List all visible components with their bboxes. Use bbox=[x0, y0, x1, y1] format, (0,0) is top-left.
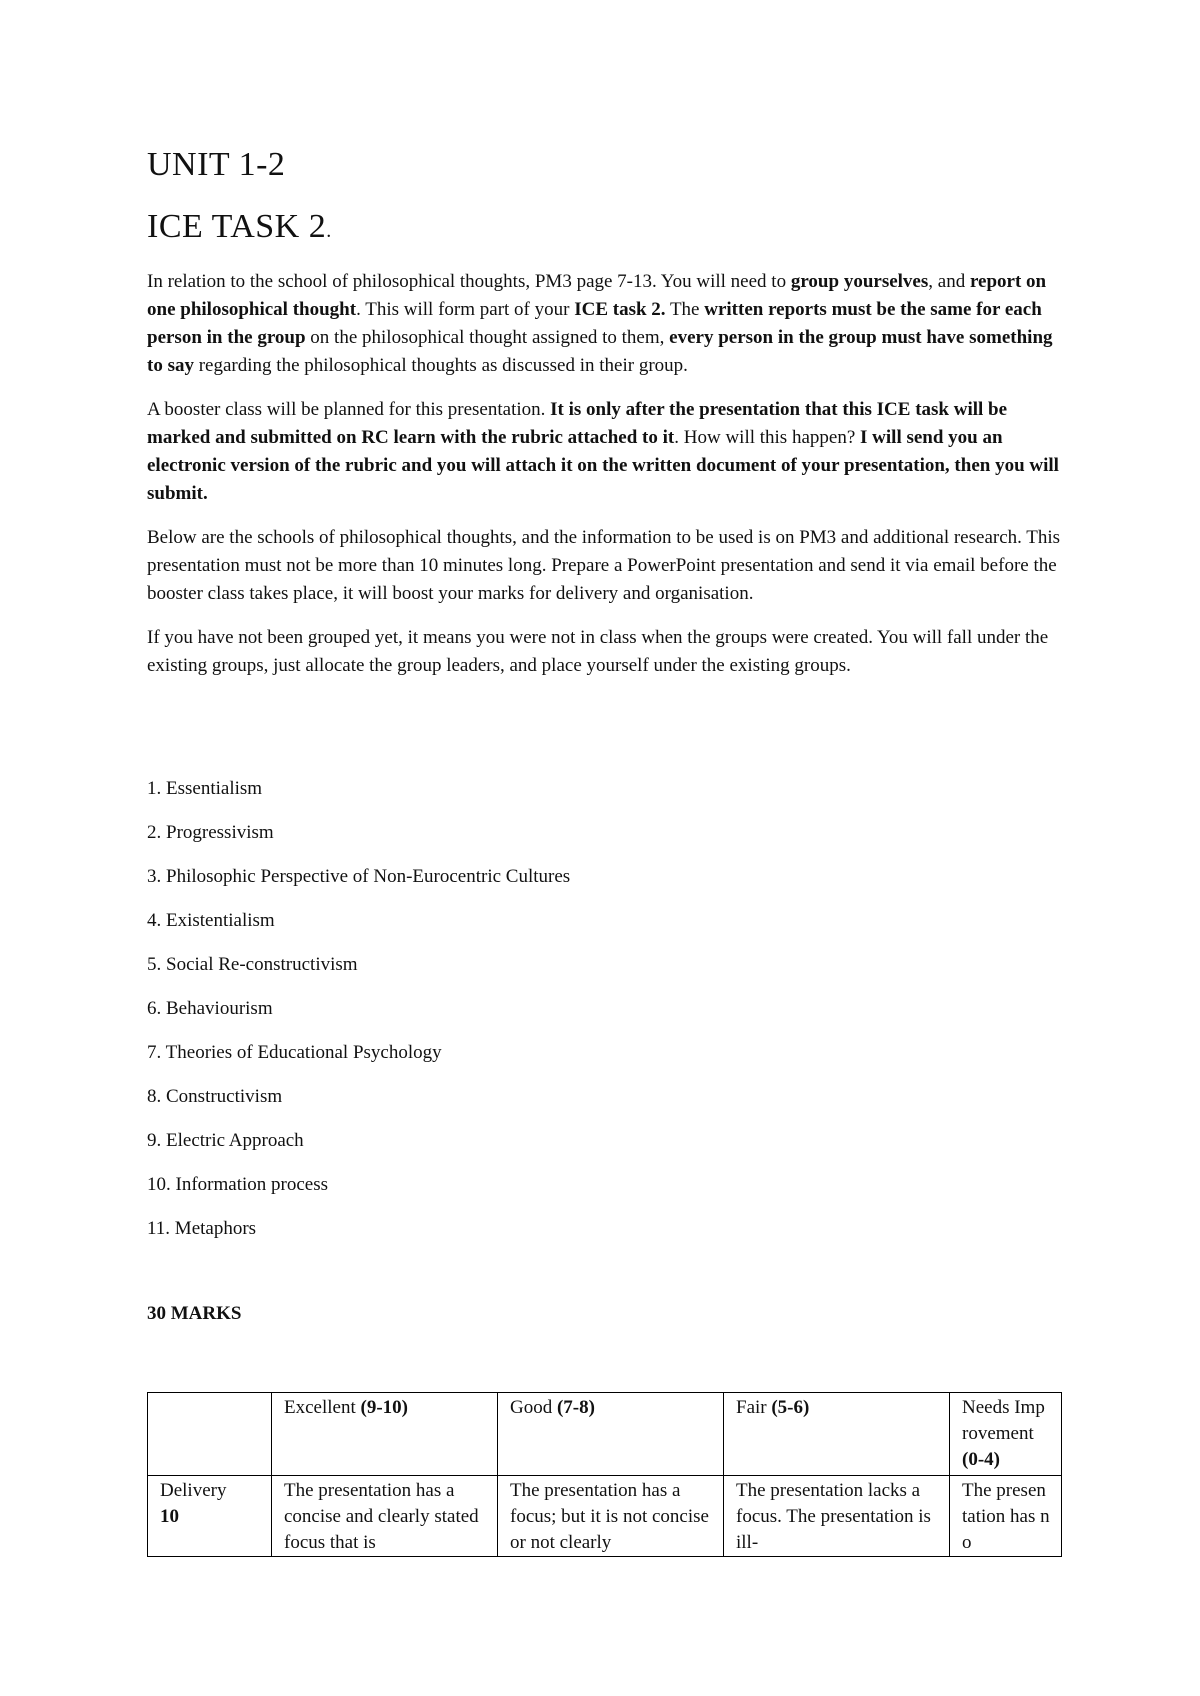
rubric-header-needs-improvement: Needs Improvement (0-4) bbox=[950, 1393, 1062, 1476]
rubric-corner-cell bbox=[148, 1393, 272, 1476]
rubric-header-excellent: Excellent (9-10) bbox=[272, 1393, 498, 1476]
list-item: 11. Metaphors bbox=[147, 1218, 257, 1239]
unit-heading: UNIT 1-2 bbox=[147, 146, 286, 183]
rubric-criterion-delivery: Delivery 10 bbox=[148, 1476, 272, 1557]
rubric-cell: The presentation lacks a focus. The presentation is ill- bbox=[724, 1476, 950, 1557]
list-item: 5. Social Re-constructivism bbox=[147, 954, 358, 975]
instructions-paragraph-3: Below are the schools of philosophical thoughts, and the information to be used is on PM3 and additional research. This presentation must not be more than 10 minutes long. Prepare a PowerPoint presentation and send it via email before the booster class takes place, it will boost your marks for delivery and organisation. bbox=[147, 527, 1061, 604]
instructions-paragraph-2: A booster class will be planned for this presentation. It is only after the presentation that this ICE task will be marked and submitted on RC learn with the rubric attached to it. How will this happen? I will send you an electronic version of the rubric and you will attach it on the written document of your presentation, then you will submit. bbox=[147, 399, 1059, 504]
instructions-paragraph-1: In relation to the school of philosophical thoughts, PM3 page 7-13. You will need to group yourselves, and report on one philosophical thought. This will form part of your ICE task 2. The written reports must be the same for each person in the group on the philosophical thought assigned to them, every person in the group must have something to say regarding the philosophical thoughts as discussed in their group. bbox=[147, 271, 1053, 376]
total-marks: 30 MARKS bbox=[147, 1303, 242, 1324]
task-heading: ICE TASK 2. bbox=[147, 208, 332, 245]
instructions-body bbox=[147, 268, 1067, 696]
list-item: 9. Electric Approach bbox=[147, 1130, 304, 1151]
list-item: 7. Theories of Educational Psychology bbox=[147, 1042, 442, 1063]
rubric-header-fair: Fair (5-6) bbox=[724, 1393, 950, 1476]
rubric-header-row bbox=[148, 1393, 1062, 1476]
rubric-cell: The presentation has no bbox=[950, 1476, 1062, 1557]
instructions-paragraph-4: If you have not been grouped yet, it means you were not in class when the groups were created. You will fall under the existing groups, just allocate the group leaders, and place yourself under the existing groups. bbox=[147, 627, 1049, 676]
list-item: 2. Progressivism bbox=[147, 822, 274, 843]
list-item: 4. Existentialism bbox=[147, 910, 275, 931]
list-item: 10. Information process bbox=[147, 1174, 328, 1195]
rubric-cell: The presentation has a focus; but it is not concise or not clearly bbox=[498, 1476, 724, 1557]
list-item: 6. Behaviourism bbox=[147, 998, 273, 1019]
philosophy-list bbox=[147, 775, 570, 1259]
list-item: 1. Essentialism bbox=[147, 778, 263, 799]
rubric-row-delivery bbox=[148, 1476, 1062, 1557]
list-item: 8. Constructivism bbox=[147, 1086, 283, 1107]
rubric-header-good: Good (7-8) bbox=[498, 1393, 724, 1476]
list-item: 3. Philosophic Perspective of Non-Eurocentric Cultures bbox=[147, 866, 571, 887]
rubric-table bbox=[147, 1392, 1062, 1557]
rubric-cell: The presentation has a concise and clearly stated focus that is bbox=[272, 1476, 498, 1557]
